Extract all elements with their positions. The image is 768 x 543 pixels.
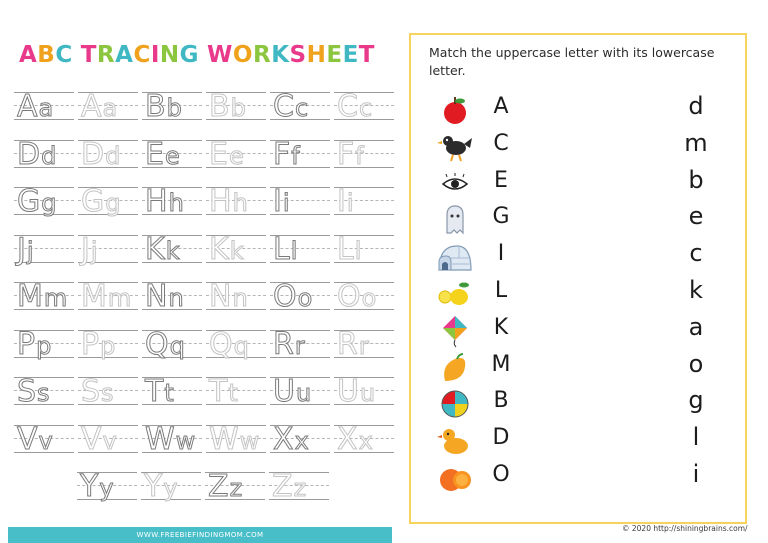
tracing-uppercase: E bbox=[209, 136, 229, 172]
tracing-cell bbox=[142, 278, 202, 314]
tracing-letter-pair bbox=[81, 136, 121, 172]
tracing-cell bbox=[142, 326, 202, 362]
tracing-lowercase: b bbox=[166, 94, 183, 122]
tracing-lowercase: n bbox=[168, 284, 185, 312]
tracing-lowercase: l bbox=[354, 236, 363, 265]
tracing-uppercase: P bbox=[17, 326, 37, 362]
tracing-cell bbox=[206, 278, 266, 314]
lowercase-letter[interactable]: a bbox=[688, 312, 704, 341]
tracing-lowercase: o bbox=[297, 284, 314, 312]
uppercase-letter[interactable]: L bbox=[494, 278, 508, 303]
tracing-cell bbox=[334, 136, 394, 172]
tracing-letter-pair bbox=[145, 136, 181, 172]
tracing-cell bbox=[334, 231, 394, 267]
tracing-uppercase: O bbox=[337, 279, 362, 314]
match-row bbox=[411, 386, 745, 422]
tracing-letter-pair bbox=[209, 88, 247, 124]
tracing-cell bbox=[334, 373, 394, 409]
title-letter: A bbox=[18, 42, 38, 68]
tracing-cell bbox=[334, 421, 394, 457]
match-row bbox=[411, 166, 745, 202]
tracing-uppercase: B bbox=[145, 89, 167, 124]
tracing-uppercase: Y bbox=[80, 469, 100, 504]
tracing-uppercase: C bbox=[337, 89, 359, 124]
tracing-uppercase: V bbox=[81, 421, 103, 457]
tracing-lowercase: v bbox=[38, 426, 54, 455]
uppercase-letter[interactable]: E bbox=[494, 167, 508, 193]
lowercase-letter[interactable]: i bbox=[692, 460, 700, 488]
tracing-letter-pair bbox=[209, 231, 245, 267]
tracing-uppercase: I bbox=[273, 184, 283, 219]
title-letter: S bbox=[289, 42, 307, 68]
tracing-uppercase: B bbox=[209, 89, 231, 124]
tracing-cell bbox=[270, 278, 330, 314]
website-footer-bar bbox=[8, 527, 392, 543]
tracing-cell bbox=[206, 421, 266, 457]
tracing-cell bbox=[78, 183, 138, 219]
tracing-letter-pair bbox=[17, 373, 51, 409]
lowercase-letter[interactable]: c bbox=[689, 239, 703, 268]
tracing-letter-pair bbox=[17, 326, 52, 362]
tracing-cell bbox=[78, 326, 138, 362]
tracing-uppercase: W bbox=[209, 421, 240, 457]
website-footer-text: WWW.FREEBIEFINDINGMOM.COM bbox=[136, 531, 264, 539]
tracing-cell bbox=[270, 88, 330, 124]
tracing-lowercase: w bbox=[175, 426, 197, 455]
tracing-cell bbox=[78, 421, 138, 457]
tracing-lowercase: g bbox=[41, 189, 58, 217]
tracing-uppercase: U bbox=[273, 374, 296, 409]
title-letter: R bbox=[96, 42, 116, 68]
tracing-cell bbox=[141, 468, 201, 504]
tracing-cell bbox=[78, 278, 138, 314]
tracing-cell bbox=[78, 136, 138, 172]
lowercase-letter[interactable]: l bbox=[692, 423, 700, 452]
tracing-letter-pair bbox=[81, 421, 118, 457]
tracing-lowercase: p bbox=[100, 331, 117, 360]
tracing-uppercase: Q bbox=[209, 326, 234, 362]
tracing-uppercase: M bbox=[81, 279, 108, 314]
lowercase-letter[interactable]: d bbox=[688, 92, 704, 120]
tracing-uppercase: D bbox=[17, 136, 42, 172]
tracing-lowercase: r bbox=[294, 331, 306, 360]
match-row bbox=[411, 276, 745, 312]
title-letter: R bbox=[252, 42, 272, 68]
title-letter: H bbox=[306, 42, 327, 68]
tracing-uppercase: Z bbox=[272, 469, 294, 504]
title-letter: E bbox=[342, 42, 359, 68]
tracing-letter-pair bbox=[81, 88, 118, 124]
tracing-lowercase: k bbox=[229, 236, 245, 265]
tracing-letter-pair bbox=[273, 88, 309, 124]
match-row bbox=[411, 460, 745, 496]
tracing-letter-pair bbox=[145, 326, 186, 362]
tracing-cell bbox=[142, 183, 202, 219]
tracing-lowercase: e bbox=[164, 141, 181, 170]
tracing-lowercase: u bbox=[295, 379, 313, 407]
tracing-uppercase: O bbox=[273, 279, 298, 314]
tracing-letter-pair bbox=[145, 421, 196, 457]
duck-icon bbox=[437, 424, 473, 458]
tracing-cell bbox=[206, 183, 266, 219]
tracing-lowercase: m bbox=[107, 284, 133, 312]
tracing-letter-pair bbox=[80, 468, 115, 504]
tracing-letter-pair bbox=[273, 231, 298, 267]
uppercase-letter[interactable]: D bbox=[492, 425, 510, 451]
lowercase-letter[interactable]: b bbox=[688, 165, 704, 194]
tracing-lowercase: p bbox=[36, 331, 53, 360]
tracing-lowercase: h bbox=[168, 189, 185, 217]
tracing-cell bbox=[142, 421, 202, 457]
tracing-uppercase: Y bbox=[144, 469, 164, 504]
tracing-letter-pair bbox=[337, 326, 370, 362]
tracing-cell bbox=[334, 183, 394, 219]
tracing-letter-pair bbox=[17, 421, 54, 457]
title-letter: K bbox=[271, 42, 290, 68]
title-letter: C bbox=[55, 42, 73, 68]
tracing-cell bbox=[205, 468, 265, 504]
match-row bbox=[411, 202, 745, 238]
tracing-uppercase: P bbox=[81, 326, 101, 362]
tracing-lowercase: u bbox=[359, 379, 377, 407]
tracing-letter-pair bbox=[145, 88, 183, 124]
tracing-lowercase: d bbox=[105, 141, 122, 170]
tracing-letter-pair bbox=[145, 231, 181, 267]
tracing-letter-pair bbox=[81, 231, 99, 267]
tracing-letter-pair bbox=[209, 326, 250, 362]
tracing-lowercase: s bbox=[37, 379, 51, 407]
tracing-uppercase: S bbox=[81, 374, 102, 409]
tracing-letter-pair bbox=[144, 468, 179, 504]
uppercase-letter[interactable]: K bbox=[493, 314, 509, 340]
tracing-lowercase: x bbox=[358, 426, 374, 455]
tracing-cell bbox=[142, 231, 202, 267]
copyright-text: © 2020 http://shiningbrains.com/ bbox=[622, 524, 748, 533]
tracing-letter-pair bbox=[337, 421, 374, 457]
title-letter: B bbox=[37, 42, 56, 68]
tracing-uppercase: X bbox=[273, 421, 295, 457]
tracing-letter-pair bbox=[273, 136, 301, 172]
tracing-uppercase: F bbox=[273, 136, 292, 172]
lowercase-letter[interactable]: m bbox=[684, 128, 708, 157]
tracing-cell bbox=[206, 136, 266, 172]
ball-icon bbox=[437, 387, 473, 421]
tracing-cell bbox=[77, 468, 137, 504]
tracing-cell bbox=[14, 136, 74, 172]
tracing-letter-pair bbox=[209, 278, 249, 314]
tracing-cell bbox=[270, 326, 330, 362]
tracing-cell bbox=[334, 88, 394, 124]
title-letter: O bbox=[232, 42, 253, 68]
tracing-letter-pair bbox=[209, 373, 239, 409]
tracing-uppercase: K bbox=[209, 231, 230, 267]
tracing-cell bbox=[14, 183, 74, 219]
uppercase-letter[interactable]: I bbox=[497, 241, 505, 267]
title-letter: C bbox=[133, 42, 151, 68]
tracing-letter-pair bbox=[273, 183, 291, 219]
match-row bbox=[411, 129, 745, 165]
tracing-letter-pair bbox=[17, 88, 54, 124]
tracing-cell bbox=[14, 278, 74, 314]
tracing-lowercase: c bbox=[358, 94, 374, 122]
tracing-letter-pair bbox=[209, 183, 249, 219]
tracing-uppercase: U bbox=[337, 374, 360, 409]
crow-icon bbox=[437, 130, 473, 164]
tracing-cell bbox=[334, 326, 394, 362]
tracing-uppercase: J bbox=[81, 231, 91, 267]
tracing-lowercase: n bbox=[232, 284, 249, 312]
tracing-cell bbox=[142, 88, 202, 124]
mango-icon bbox=[437, 351, 473, 385]
tracing-cell bbox=[270, 421, 330, 457]
title-letter: T bbox=[80, 42, 97, 68]
tracing-cell bbox=[206, 88, 266, 124]
tracing-cell bbox=[206, 231, 266, 267]
lowercase-letter[interactable]: o bbox=[688, 349, 704, 378]
tracing-cell bbox=[78, 88, 138, 124]
tracing-lowercase: y bbox=[99, 474, 115, 502]
tracing-letter-pair bbox=[81, 373, 115, 409]
tracing-letter-pair bbox=[81, 278, 132, 314]
tracing-uppercase: G bbox=[81, 184, 106, 219]
tracing-cell bbox=[270, 183, 330, 219]
tracing-lowercase: k bbox=[165, 236, 181, 265]
tracing-uppercase: M bbox=[17, 279, 44, 314]
tracing-cell bbox=[78, 373, 138, 409]
title-letter: E bbox=[326, 42, 343, 68]
tracing-uppercase: S bbox=[17, 374, 38, 409]
tracing-lowercase: f bbox=[355, 141, 365, 170]
tracing-letter-pair bbox=[337, 183, 355, 219]
tracing-uppercase: W bbox=[145, 421, 176, 457]
lowercase-letter[interactable]: g bbox=[688, 386, 704, 415]
match-row bbox=[411, 350, 745, 386]
title-letter: I bbox=[150, 42, 160, 68]
tracing-uppercase: H bbox=[145, 184, 169, 219]
tracing-letter-pair bbox=[273, 326, 306, 362]
matching-instructions: Match the uppercase letter with its lowercase letter. bbox=[429, 45, 715, 78]
title-letter: G bbox=[179, 42, 200, 68]
tracing-lowercase: x bbox=[294, 426, 310, 455]
tracing-letter-pair bbox=[273, 278, 313, 314]
uppercase-letter[interactable]: A bbox=[493, 94, 509, 119]
tracing-uppercase: N bbox=[209, 279, 233, 314]
title-letter: T bbox=[358, 42, 375, 68]
match-row bbox=[411, 92, 745, 128]
lowercase-letter[interactable]: e bbox=[688, 202, 704, 231]
tracing-uppercase: Z bbox=[208, 469, 230, 504]
tracing-uppercase: T bbox=[209, 374, 229, 409]
tracing-lowercase: q bbox=[233, 331, 250, 360]
tracing-letter-pair bbox=[17, 278, 68, 314]
tracing-cell bbox=[142, 136, 202, 172]
tracing-letter-pair bbox=[337, 88, 373, 124]
tracing-uppercase: X bbox=[337, 421, 359, 457]
tracing-lowercase: j bbox=[90, 236, 99, 265]
tracing-letter-pair bbox=[337, 136, 365, 172]
tracing-lowercase: l bbox=[290, 236, 299, 265]
tracing-letter-pair bbox=[209, 421, 260, 457]
tracing-uppercase: T bbox=[145, 374, 165, 409]
tracing-uppercase: R bbox=[273, 326, 295, 362]
tracing-lowercase: o bbox=[361, 284, 378, 312]
tracing-lowercase: f bbox=[291, 141, 301, 170]
tracing-cell bbox=[269, 468, 329, 504]
tracing-lowercase: j bbox=[26, 236, 35, 265]
uppercase-letter[interactable]: C bbox=[493, 130, 509, 156]
tracing-lowercase: h bbox=[232, 189, 249, 217]
tracing-uppercase: A bbox=[81, 89, 103, 124]
tracing-cell bbox=[78, 231, 138, 267]
tracing-uppercase: Q bbox=[145, 326, 170, 362]
tracing-lowercase: t bbox=[228, 379, 239, 407]
tracing-uppercase: I bbox=[337, 184, 347, 219]
tracing-letter-pair bbox=[81, 183, 121, 219]
tracing-uppercase: H bbox=[209, 184, 233, 219]
tracing-cell bbox=[14, 421, 74, 457]
tracing-lowercase: t bbox=[164, 379, 175, 407]
match-row bbox=[411, 313, 745, 349]
tracing-letter-pair bbox=[273, 421, 310, 457]
orange-icon bbox=[437, 461, 473, 495]
tracing-lowercase: s bbox=[101, 379, 115, 407]
tracing-lowercase: d bbox=[41, 141, 58, 170]
tracing-uppercase: L bbox=[337, 231, 355, 267]
tracing-cell bbox=[206, 373, 266, 409]
uppercase-letter[interactable]: B bbox=[493, 388, 509, 414]
tracing-lowercase: a bbox=[102, 94, 119, 122]
tracing-letter-pair bbox=[17, 136, 57, 172]
tracing-letter-pair bbox=[208, 468, 243, 504]
tracing-uppercase: N bbox=[145, 279, 169, 314]
tracing-lowercase: g bbox=[105, 189, 122, 217]
tracing-grid bbox=[0, 0, 394, 520]
tracing-cell bbox=[334, 278, 394, 314]
tracing-lowercase: v bbox=[102, 426, 118, 455]
tracing-cell bbox=[142, 373, 202, 409]
uppercase-letter[interactable]: G bbox=[492, 204, 510, 230]
tracing-cell bbox=[14, 88, 74, 124]
lowercase-letter[interactable]: k bbox=[689, 276, 703, 304]
tracing-letter-pair bbox=[145, 278, 185, 314]
tracing-uppercase: V bbox=[17, 421, 39, 457]
tracing-lowercase: a bbox=[38, 94, 55, 122]
tracing-lowercase: i bbox=[346, 189, 355, 217]
tracing-lowercase: w bbox=[239, 426, 261, 455]
tracing-cell bbox=[14, 231, 74, 267]
tracing-cell bbox=[14, 373, 74, 409]
tracing-letter-pair bbox=[81, 326, 116, 362]
tracing-cell bbox=[270, 373, 330, 409]
tracing-letter-pair bbox=[337, 231, 362, 267]
tracing-letter-pair bbox=[145, 183, 185, 219]
lemon-icon bbox=[437, 277, 473, 311]
eye-icon bbox=[437, 167, 473, 201]
tracing-lowercase: e bbox=[228, 141, 245, 170]
apple-icon bbox=[437, 93, 473, 127]
tracing-letter-pair bbox=[273, 373, 312, 409]
tracing-uppercase: D bbox=[81, 136, 106, 172]
title-letter: A bbox=[115, 42, 134, 68]
tracing-uppercase: A bbox=[17, 89, 39, 124]
tracing-uppercase: C bbox=[273, 89, 295, 124]
title-letter: N bbox=[159, 42, 180, 68]
kite-icon bbox=[437, 314, 473, 348]
tracing-lowercase: z bbox=[229, 474, 244, 502]
tracing-lowercase: i bbox=[282, 189, 291, 217]
tracing-uppercase: F bbox=[337, 136, 356, 172]
tracing-uppercase: G bbox=[17, 184, 42, 219]
matching-worksheet-page bbox=[409, 33, 747, 524]
title-letter: W bbox=[207, 42, 233, 68]
igloo-icon bbox=[437, 240, 473, 274]
match-row bbox=[411, 423, 745, 459]
tracing-lowercase: m bbox=[43, 284, 69, 312]
tracing-uppercase: J bbox=[17, 231, 27, 267]
tracing-lowercase: q bbox=[169, 331, 186, 360]
tracing-uppercase: E bbox=[145, 136, 165, 172]
tracing-uppercase: R bbox=[337, 326, 359, 362]
tracing-cell bbox=[270, 136, 330, 172]
ghost-icon bbox=[437, 203, 473, 237]
tracing-lowercase: b bbox=[230, 94, 247, 122]
tracing-cell bbox=[206, 326, 266, 362]
tracing-cell bbox=[14, 326, 74, 362]
tracing-lowercase: y bbox=[163, 474, 179, 502]
tracing-lowercase: r bbox=[358, 331, 370, 360]
tracing-cell bbox=[270, 231, 330, 267]
tracing-letter-pair bbox=[17, 183, 57, 219]
tracing-letter-pair bbox=[337, 278, 377, 314]
tracing-letter-pair bbox=[209, 136, 245, 172]
tracing-letter-pair bbox=[145, 373, 175, 409]
tracing-letter-pair bbox=[17, 231, 35, 267]
tracing-letter-pair bbox=[337, 373, 376, 409]
uppercase-letter[interactable]: O bbox=[492, 462, 510, 487]
tracing-lowercase: c bbox=[294, 94, 310, 122]
tracing-letter-pair bbox=[272, 468, 307, 504]
tracing-uppercase: K bbox=[145, 231, 166, 267]
tracing-lowercase: z bbox=[293, 474, 308, 502]
match-row bbox=[411, 239, 745, 275]
tracing-uppercase: L bbox=[273, 231, 291, 267]
uppercase-letter[interactable]: M bbox=[491, 351, 511, 377]
